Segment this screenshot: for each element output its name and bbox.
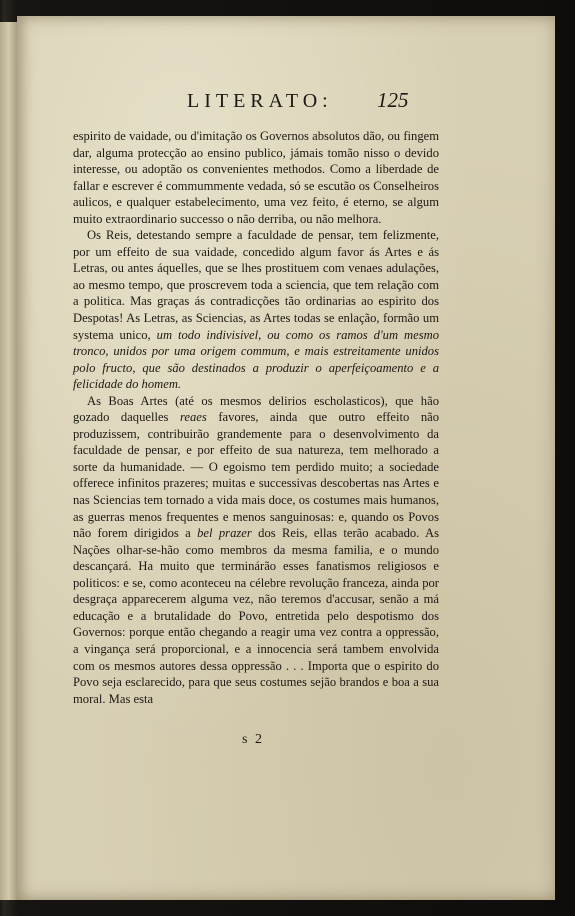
paragraph-fine-arts xyxy=(73,393,439,707)
signature-mark: s 2 xyxy=(242,732,264,747)
paragraph-arts-part-1: As Boas Artes (até os mesmos delirios escholasticos), que hão gozado daquelles xyxy=(73,393,439,425)
body-text xyxy=(73,128,439,707)
paragraph-arts-part-3: dos Reis, ellas terão acabado. As Nações olhar-se-hão como membros da mesma familia, e o mundo descançará. Ha muito que terminárão esses fanatismos religiosos e politicos: e se, como aconteceu na célebre revolução franceza, ainda por desgraça apparecerem alguma vez, não teremos d'accusar, senão a má educação e a brutalidade do Povo, entretida pelo despotismo dos Governos: porque então chegando a reagir uma vez contra a oppressão, a vingança será proporcional, e a innocencia será tambem envolvida com os mesmos autores dessa oppressão . . . Importa que o espirito do Povo seja esclarecido, para que seus costumes sejão brandos e boa a sua moral. Mas esta xyxy=(73,526,439,706)
page-header xyxy=(17,90,555,120)
paragraph-arts-italic-bel-prazer: bel prazer xyxy=(197,526,252,541)
page-number: 125 xyxy=(377,88,409,112)
facing-page-edge xyxy=(0,22,17,900)
paragraph-kings xyxy=(73,227,439,392)
paragraph-arts-italic-reaes: reaes xyxy=(179,410,207,425)
book-page xyxy=(17,16,555,900)
paragraph-arts-part-2: favores, ainda que outro effeito não produzissem, contribuirão grandemente para o desenvolvimento da faculdade de pensar, e por effeito de sua natureza, tem melhorado a sorte da humanidade. — O egoismo tem perdido muito; a sociedade offerece infinitos prazeres; muitas e successivas descobertas nas Artes e nas Sciencias tem tornado a vida mais doce, os costumes mais humanos, as guerras menos frequentes e menos sanguinosas: e, quando os Povos não forem dirigidos a xyxy=(73,410,440,541)
running-title: LITERATO: xyxy=(187,90,333,112)
paragraph-kings-italic: um todo indivisivel, ou como os ramos d'um mesmo tronco, unidos por uma origem commum, e mais estreitamente unidos polo fructo, que são destinados a produzir o aperfeiçoamento e a felicidade do homem. xyxy=(73,327,439,392)
paragraph-continuation: espirito de vaidade, ou d'imitação os Governos absolutos dão, ou fingem dar, alguma protecção ao ensino publico, jámais tomão nisso o devido interesse, ou adoptão os convenientes methodos. Como a liberdade de fallar e escrever é commummente vedada, só se escutão os Conselheiros aulicos, e qualquer estabelecimento, uma vez feito, é eterno, se algum muito extraordinario successo o não derriba, ou não melhora. xyxy=(73,129,439,226)
paragraph-kings-roman: Os Reis, detestando sempre a faculdade de pensar, tem felizmente, por um effeito de sua vaidade, concedido algum favor ás Artes e ás Letras, ou antes áquelles, que se lhes prostituem com venaes adulações, ao mesmo tempo, que proscrevem toda a sciencia, que tem relação com a politica. Mas graças ás contradicções tão ordinarias ao espirito dos Despotas! As Letras, as Sciencias, as Artes todas se enlação, formão um systema unico, xyxy=(73,228,439,342)
